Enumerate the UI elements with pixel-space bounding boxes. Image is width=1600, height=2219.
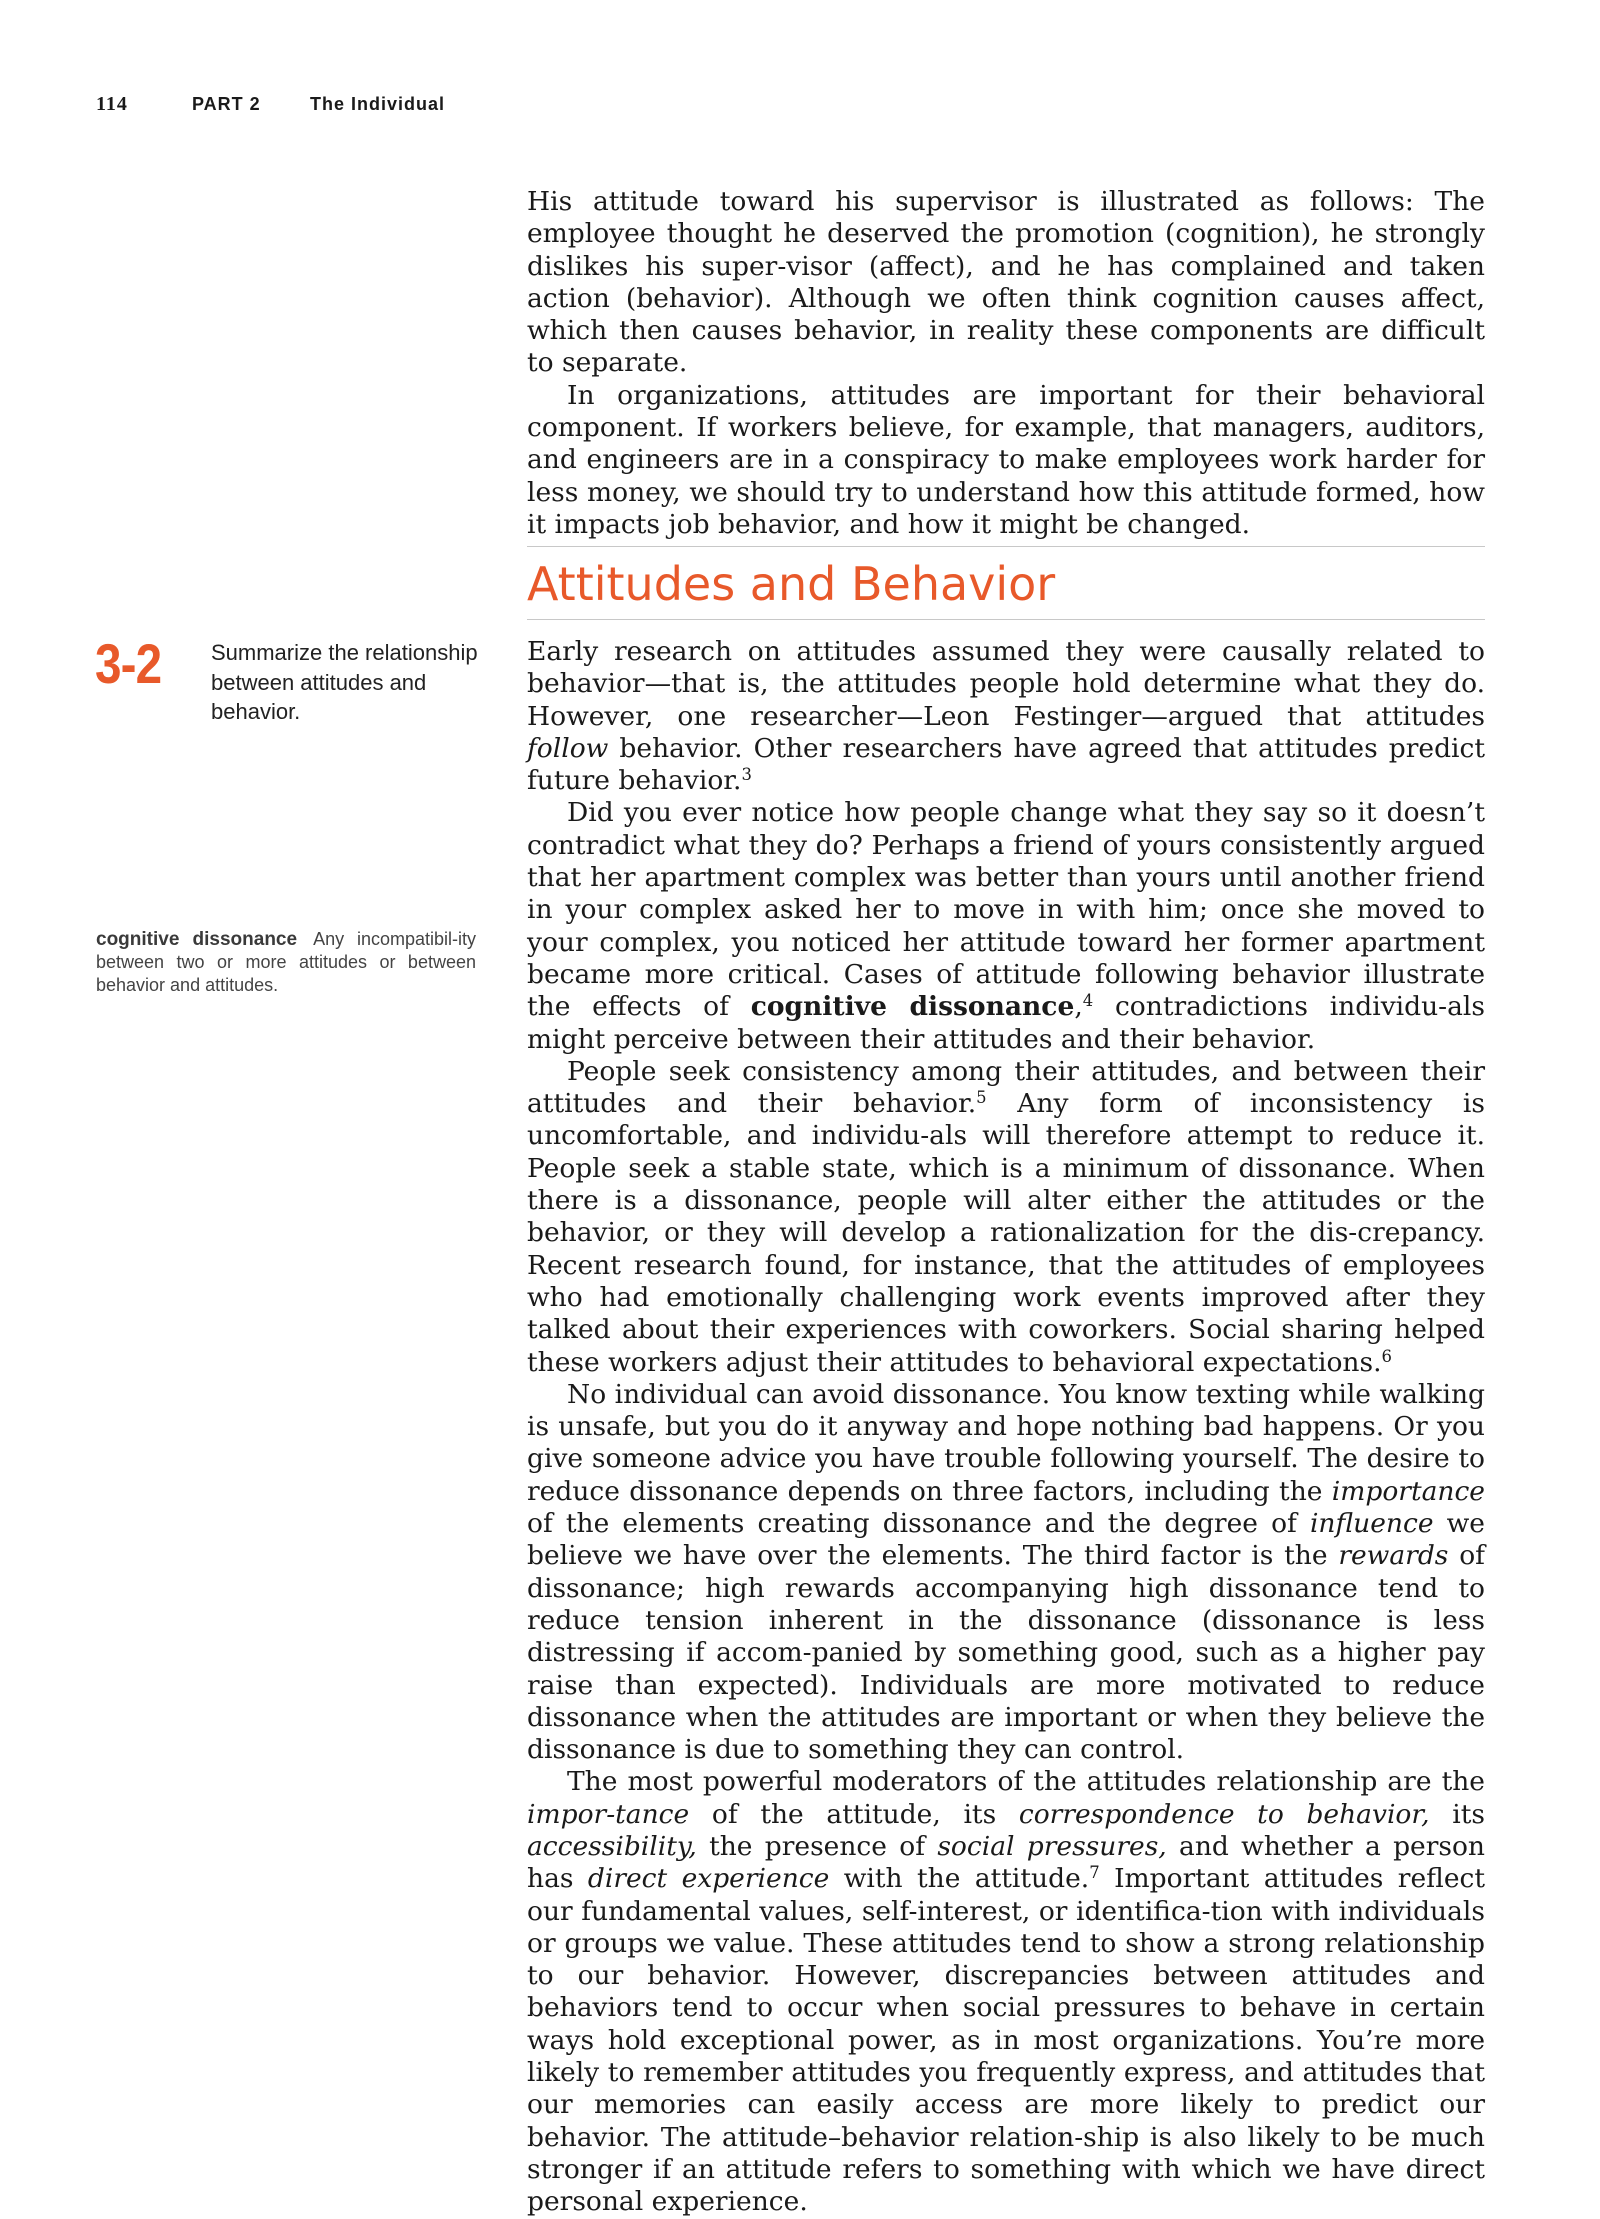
key-term: cognitive dissonance	[750, 991, 1075, 1023]
section-rule-top	[527, 546, 1485, 547]
footnote-ref: 4	[1082, 991, 1094, 1011]
paragraph: The most powerful moderators of the attitudes relationship are the impor-tance of the attitude, its correspondence to behavior, its accessibility, the presence of social pressures, and whether a person has direct experience with the attitude.$^7$ Important attitudes reflect our fundamental values, self-interest, or identifica-tion with individuals or groups we value. These attitudes tend to show a strong relationship to our behavior. However, discrepancies between attitudes and behaviors tend to occur when social pressures to behave in certain ways hold exceptional power, as in most organizations. You’re more likely to remember attitudes you frequently express, and attitudes that our memories can easily access are more likely to predict our behavior. The attitude–behavior relation-ship is also likely to be much stronger if an attitude refers to something with which we have direct personal experience.	[527, 1766, 1486, 2218]
running-header	[96, 92, 445, 116]
footnote-ref: 3	[741, 765, 752, 785]
part-label: PART 2	[192, 93, 261, 114]
page-number: 114	[96, 92, 128, 115]
footnote-ref: 5	[976, 1088, 987, 1108]
intro-text	[527, 186, 1485, 541]
section-rule-bottom	[527, 619, 1485, 620]
footnote-ref: 6	[1381, 1346, 1392, 1366]
paragraph: No individual can avoid dissonance. You know texting while walking is unsafe, but you do it anyway and hope nothing bad happens. Or you give someone advice you have trouble following yourself. The desire to reduce dissonance depends on three factors, including the importance of the elements creating dissonance and the degree of influence we believe we have over the elements. The third factor is the rewards of dissonance; high rewards accompanying high dissonance tend to reduce tension inherent in the dissonance (dissonance is less distressing if accom-panied by something good, such as a higher pay raise than expected). Individuals are more motivated to reduce dissonance when the attitudes are important or when they believe the dissonance is due to something they can control.	[527, 1378, 1485, 1766]
glossary-term: cognitive dissonance	[96, 929, 298, 950]
section-heading: Attitudes and Behavior	[527, 557, 1056, 611]
margin-glossary	[96, 928, 476, 997]
section-body	[527, 636, 1485, 2219]
footnote-ref: 7	[1089, 1863, 1100, 1883]
paragraph: In organizations, attitudes are important for their behavioral component. If workers believe, for example, that managers, auditors, and engineers are in a conspiracy to make employees work harder for less money, we should try to understand how this attitude formed, how it impacts job behavior, and how it might be changed.	[527, 379, 1485, 540]
paragraph: Did you ever notice how people change what they say so it doesn’t contradict what they do? Perhaps a friend of yours consistently argued that her apartment complex was better than yours until another friend in your complex asked her to move in with him; once she moved to your complex, you noticed her attitude toward her former apartment became more critical. Cases of attitude following behavior illustrate the effects of cognitive dissonance,$^4$ contradictions individu-als might perceive between their attitudes and their behavior.	[527, 797, 1485, 1055]
learning-objective-text: Summarize the relationship between attitudes and behavior.	[211, 640, 478, 724]
paragraph: People seek consistency among their attitudes, and between their attitudes and their behavior.$^5$ Any form of inconsistency is uncomfortable, and individu-als will therefore attempt to reduce it. People seek a stable state, which is a minimum of dissonance. When there is a dissonance, people will alter either the attitudes or the behavior, or they will develop a rationalization for the dis-crepancy. Recent research found, for instance, that the attitudes of employees who had emotionally challenging work events improved after they talked about their experiences with coworkers. Social sharing helped these workers adjust their attitudes to behavioral expectations.$^6$	[527, 1055, 1485, 1378]
paragraph: Early research on attitudes assumed they were causally related to behavior—that is, the attitudes people hold determine what they do. However, one researcher—Leon Festinger—argued that attitudes follow behavior. Other researchers have agreed that attitudes predict future behavior.$^3$	[527, 636, 1485, 797]
paragraph: His attitude toward his supervisor is illustrated as follows: The employee thought he deserved the promotion (cognition), he strongly dislikes his super-visor (affect), and he has complained and taken action (behavior). Although we often think cognition causes affect, which then causes behavior, in reality these components are difficult to separate.	[527, 186, 1485, 379]
learning-objective-number: 3-2	[95, 632, 162, 695]
part-title: The Individual	[310, 93, 446, 114]
glossary-definition: Any incompatibil-ity between two or more attitudes or between behavior and attitudes.	[96, 929, 476, 995]
